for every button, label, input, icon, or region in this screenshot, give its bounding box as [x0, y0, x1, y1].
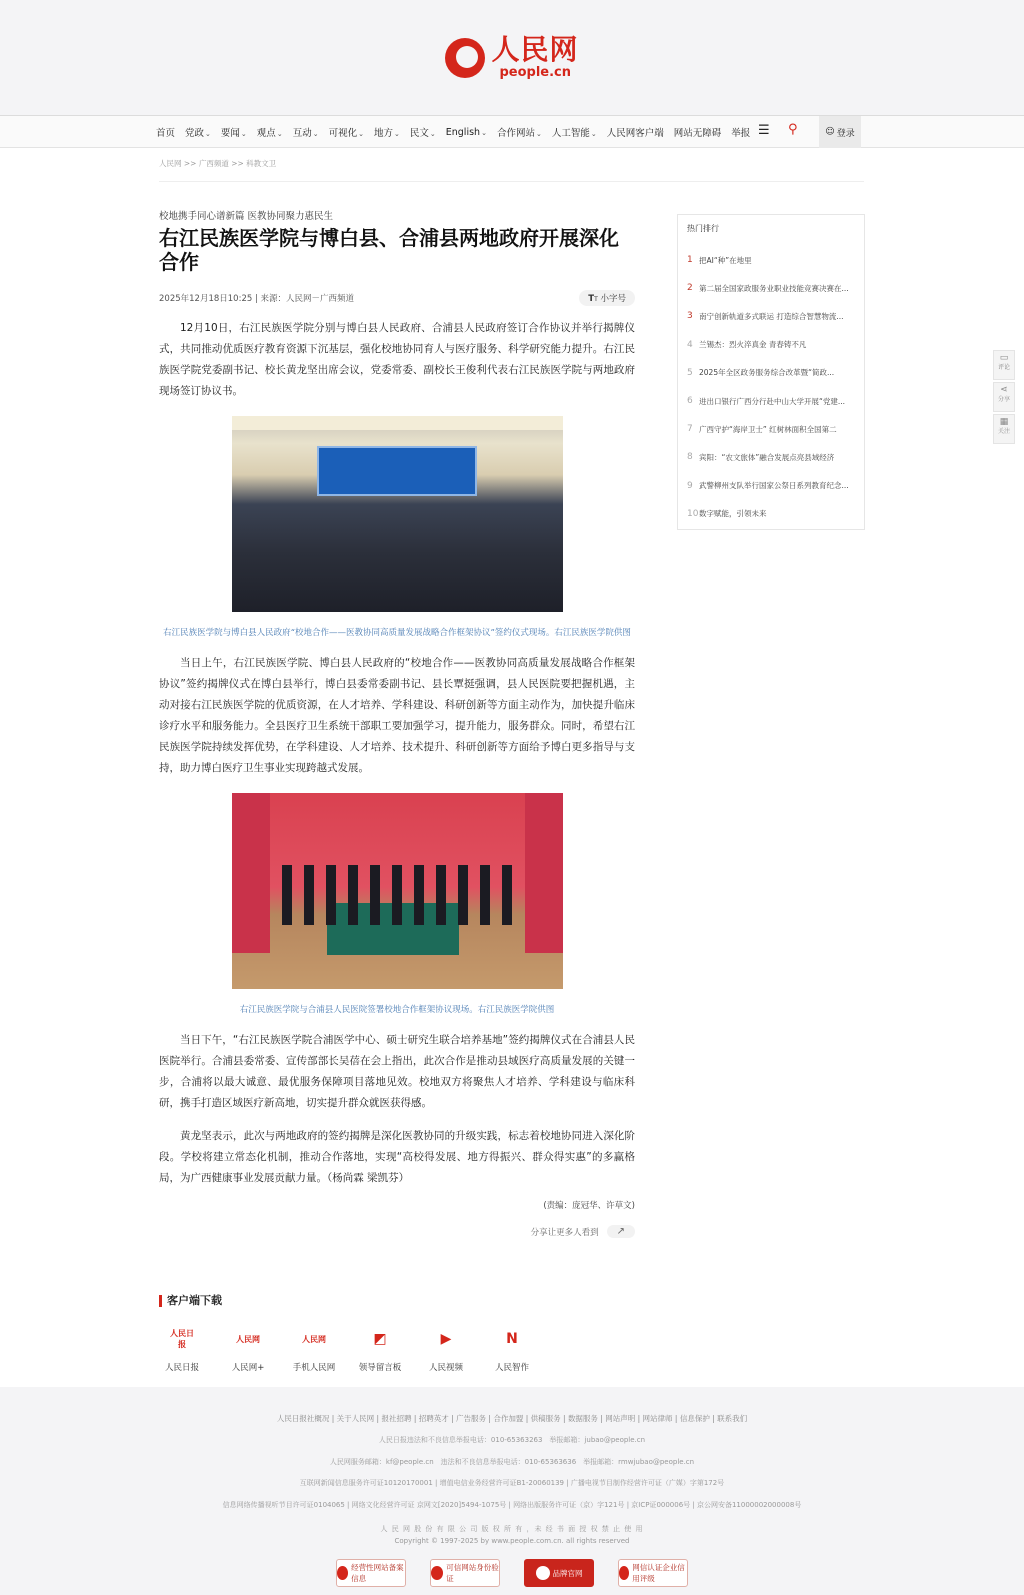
logo-mark-icon	[445, 38, 485, 78]
app-label: 人民智作	[494, 1363, 529, 1373]
nav-item[interactable]: 观点⌄	[256, 128, 283, 139]
rank-title: 武警柳州支队举行国家公祭日系列教育纪念...	[699, 481, 849, 491]
app-item[interactable]	[159, 1325, 205, 1373]
hot-ranking-item[interactable]	[687, 387, 855, 415]
nav-item[interactable]: 人工智能⌄	[551, 128, 597, 139]
footer-copyright-cn: 人 民 网 股 份 有 限 公 司 版 权 所 有 ，未 经 书 面 授 权 禁 止 使 用	[380, 1525, 644, 1533]
certification-badge[interactable]: 网信认证企业信用评级	[618, 1559, 688, 1587]
rank-title: 2025年全区政务服务综合改革暨“简政...	[699, 368, 835, 378]
app-item[interactable]	[423, 1325, 469, 1373]
rank-number: 1	[687, 255, 693, 266]
signing-ceremony-photo-2	[232, 793, 563, 989]
external-share-icon: ↗	[616, 1226, 625, 1237]
article	[159, 200, 635, 1238]
nav-item[interactable]: 合作网站⌄	[496, 128, 542, 139]
badge-seal-icon	[619, 1566, 629, 1580]
rank-number: 7	[687, 424, 693, 435]
article-paragraph: 12月10日，右江民族医学院分别与博白县人民政府、合浦县人民政府签订合作协议并举行揭牌仪式，共同推动优质医疗教育资源下沉基层，强化校地协同育人与医疗服务、科学研究能力提升。右江民族医学院党委副书记、校长黄龙坚出席会议，党委常委、副校长王俊利代表右江民族医学院与两地政府现场签订协议书。	[159, 322, 635, 397]
hot-ranking-item[interactable]	[687, 302, 855, 330]
chevron-down-icon: ⌄	[240, 130, 247, 138]
comment-icon: ▭	[999, 353, 1009, 363]
app-icon: ◩	[373, 1331, 387, 1347]
rank-title: 宾阳：“农文旅体”融合发展点亮县域经济	[699, 452, 835, 462]
nav-item[interactable]: 互动⌄	[292, 128, 319, 139]
app-icon: 人民日报	[170, 1329, 194, 1349]
footer-copyright-en: Copyright © 1997-2025 by www.people.com.cn. all rights reserved	[394, 1537, 630, 1545]
follow-icon: ▦	[999, 417, 1009, 427]
share-text: 分享让更多人看到	[530, 1227, 599, 1238]
article-title: 右江民族医学院与博白县、合浦县两地政府开展深化合作	[159, 226, 619, 274]
app-icon: 人民网	[302, 1334, 326, 1344]
app-icon: 人民网	[236, 1334, 260, 1344]
nav-item[interactable]: 举报	[731, 128, 751, 139]
article-paragraph: 黄龙坚表示，此次与两地政府的签约揭牌是深化医教协同的升级实践，标志着校地协同进入深化阶段。学校将建立常态化机制，推动合作落地，实现“高校得发展、地方得振兴、群众得实惠”的多赢格局，为广西健康事业发展贡献力量。（杨尚霖 梁凯芬）	[159, 1130, 635, 1184]
footer-report-line: 人民日报违法和不良信息举报电话：010-65363263 举报邮箱：jubao@people.cn	[378, 1436, 646, 1444]
hot-ranking-item[interactable]	[687, 415, 855, 443]
article-paragraph: 当日上午，右江民族医学院、博白县人民政府的“校地合作——医教协同高质量发展战略合作框架协议”签约揭牌仪式在博白县举行，博白县委常委副书记、县长覃挺强调，县人民医院要把握机遇，主动对接右江民族医学院的优质资源，在人才培养、学科建设、科研创新等方面主动作为，加快提升临床诊疗水平和服务能力。全县医疗卫生系统干部职工要加强学习，提升能力，服务群众。同时，希望右江民族医学院持续发挥优势，在学科建设、人才培养、技术提升、科研创新等方面给予博白更多指导与支持，助力博白医疗卫生事业实现跨越式发展。	[159, 657, 635, 774]
app-icon: ▶	[440, 1331, 452, 1347]
site-header	[0, 0, 1024, 116]
chevron-down-icon: ⌄	[358, 130, 364, 138]
certification-badge[interactable]: 品牌官网	[524, 1559, 594, 1587]
chevron-down-icon: ⌄	[535, 130, 542, 138]
nav-item[interactable]: 首页	[156, 128, 176, 139]
rank-title: 第二届全国家政服务业职业技能竞赛决赛在...	[699, 283, 849, 293]
certification-badge[interactable]: 经营性网站备案信息	[336, 1559, 406, 1587]
rank-title: 兰锡杰：烈火淬真金 青春铸不凡	[699, 340, 807, 350]
badge-seal-icon	[536, 1566, 550, 1580]
share-bar	[159, 1225, 635, 1238]
app-item[interactable]	[225, 1325, 271, 1373]
hot-ranking-item[interactable]	[687, 472, 855, 500]
rank-number: 3	[687, 311, 693, 322]
login-button[interactable]: ☺ 登录	[819, 116, 861, 148]
article-meta	[159, 290, 635, 306]
top-nav	[0, 116, 1024, 148]
share-icon: ⋖	[1000, 385, 1008, 395]
app-label: 手机人民网	[292, 1363, 336, 1373]
rank-number: 6	[687, 396, 693, 407]
app-item[interactable]	[489, 1325, 535, 1373]
photo-caption: 右江民族医学院与合浦县人民医院签署校地合作框架协议现场。右江民族医学院供图	[239, 1005, 555, 1015]
footer-links[interactable]: 人民日报社概况 | 关于人民网 | 报社招聘 | 招聘英才 | 广告服务 | 合作加盟 | 供稿服务 | 数据服务 | 网站声明 | 网站律师 | 信息保护 | 联系我们	[276, 1414, 748, 1423]
footer-license-line: 信息网络传播视听节目许可证0104065 | 网络文化经营许可证 京网文[2020]5494-1075号 | 网络出版服务许可证（京）字121号 | 京ICP证000006号 | 京公网安备11000002000008号	[222, 1501, 802, 1509]
menu-icon[interactable]: ☰	[758, 123, 770, 138]
article-kicker: 校地携手同心谱新篇 医教协同聚力惠民生	[159, 211, 334, 222]
nav-item[interactable]: 可视化⌄	[328, 128, 364, 139]
font-size-icon: T	[588, 294, 595, 304]
rank-number: 4	[687, 339, 693, 350]
chevron-down-icon: ⌄	[276, 130, 283, 138]
site-footer	[0, 1387, 1024, 1595]
hot-ranking-item[interactable]	[687, 331, 855, 359]
rank-number: 2	[687, 283, 693, 294]
hot-ranking-item[interactable]	[687, 443, 855, 471]
editor-credit: (责编：庞冠华、许草文)	[543, 1201, 635, 1211]
hot-ranking-item[interactable]	[687, 359, 855, 387]
article-paragraph: 当日下午，“右江民族医学院合浦医学中心、硕士研究生联合培养基地”签约揭牌仪式在合浦县人民医院举行。合浦县委常委、宣传部部长吴蓓在会上指出，此次合作是推动县域医疗高质量发展的关键一步，合浦将以最大诚意、最优服务保障项目落地见效。校地双方将聚焦人才培养、学科建设与临床科研，携手打造区域医疗新高地，切实提升群众就医获得感。	[159, 1034, 635, 1109]
user-icon: ☺	[825, 127, 835, 137]
app-label: 人民网+	[231, 1363, 265, 1373]
float-tool-评论[interactable]: ▭ 评论	[993, 350, 1015, 380]
app-icon: N	[506, 1331, 518, 1347]
nav-item[interactable]: 地方⌄	[373, 128, 400, 139]
app-label: 人民日报	[164, 1363, 199, 1373]
app-download-list	[159, 1325, 535, 1373]
app-item[interactable]	[291, 1325, 337, 1373]
chevron-down-icon: ⌄	[481, 128, 487, 137]
float-tool-关注[interactable]: ▦ 关注	[993, 414, 1015, 444]
people-logo[interactable]	[445, 33, 579, 80]
app-download-heading: 客户端下载	[159, 1295, 222, 1307]
breadcrumb[interactable]: 人民网 >> 广西频道 >> 科教文卫	[159, 159, 277, 168]
hot-ranking-item[interactable]	[687, 246, 855, 274]
logo-en: people.cn	[499, 65, 572, 80]
hot-ranking-item[interactable]	[687, 500, 855, 528]
badge-seal-icon	[337, 1566, 348, 1580]
nav-item[interactable]: 党政⌄	[185, 128, 211, 139]
chevron-down-icon: ⌄	[205, 130, 211, 138]
nav-item[interactable]: 要闻⌄	[220, 128, 247, 139]
footer-service-line: 人民网服务邮箱：kf@people.cn 违法和不良信息举报电话：010-65363636 举报邮箱：rmwjubao@people.cn	[329, 1458, 695, 1466]
hot-ranking-title: 热门排行	[687, 224, 719, 233]
divider	[159, 181, 864, 182]
badge-seal-icon	[431, 1566, 443, 1580]
chevron-down-icon: ⌄	[590, 130, 597, 138]
rank-number: 10	[687, 508, 699, 519]
rank-number: 9	[687, 480, 693, 491]
rank-number: 8	[687, 452, 693, 463]
chevron-down-icon: ⌄	[393, 130, 400, 138]
app-item[interactable]	[357, 1325, 403, 1373]
chevron-down-icon: ⌄	[429, 130, 436, 138]
nav-item[interactable]: 民文⌄	[409, 128, 436, 139]
footer-license-line: 互联网新闻信息服务许可证10120170001 | 增值电信业务经营许可证B1-20060139 | 广播电视节目制作经营许可证（广媒）字第172号	[299, 1479, 725, 1487]
photo-caption: 右江民族医学院与博白县人民政府“校地合作——医教协同高质量发展战略合作框架协议”签约仪式现场。右江民族医学院供图	[163, 628, 631, 638]
font-size-toggle[interactable]: TT 小字号	[579, 290, 635, 306]
signing-ceremony-photo-1	[232, 416, 563, 612]
rank-title: 数字赋能，引领未来	[699, 509, 767, 519]
article-date-source: 2025年12月18日10:25 | 来源：人民网－广西频道	[159, 294, 355, 304]
rank-title: 进出口银行广西分行赴中山大学开展“党建...	[699, 396, 846, 406]
hot-ranking-item[interactable]	[687, 274, 855, 302]
rank-title: 广西守护“海岸卫士” 红树林面积全国第二	[699, 424, 837, 434]
share-button[interactable]	[607, 1225, 635, 1238]
nav-item[interactable]: English⌄	[445, 126, 487, 138]
nav-item[interactable]: 人民网客户端	[606, 128, 664, 139]
search-icon[interactable]: ⚲	[788, 122, 798, 137]
hot-ranking-panel	[677, 214, 865, 530]
rank-number: 5	[687, 367, 693, 378]
app-label: 领导留言板	[358, 1363, 402, 1373]
rank-title: 把AI“种”在地里	[699, 255, 752, 265]
chevron-down-icon: ⌄	[312, 130, 319, 138]
certification-badge[interactable]: 可信网站身份验证	[430, 1559, 500, 1587]
logo-cn: 人民网	[491, 33, 579, 66]
rank-title: 南宁创新轨道多式联运 打造综合智慧物流...	[699, 311, 844, 321]
app-label: 人民视频	[428, 1363, 463, 1373]
float-tool-分享[interactable]: ⋖ 分享	[993, 382, 1015, 412]
nav-item[interactable]: 网站无障碍	[673, 128, 722, 139]
